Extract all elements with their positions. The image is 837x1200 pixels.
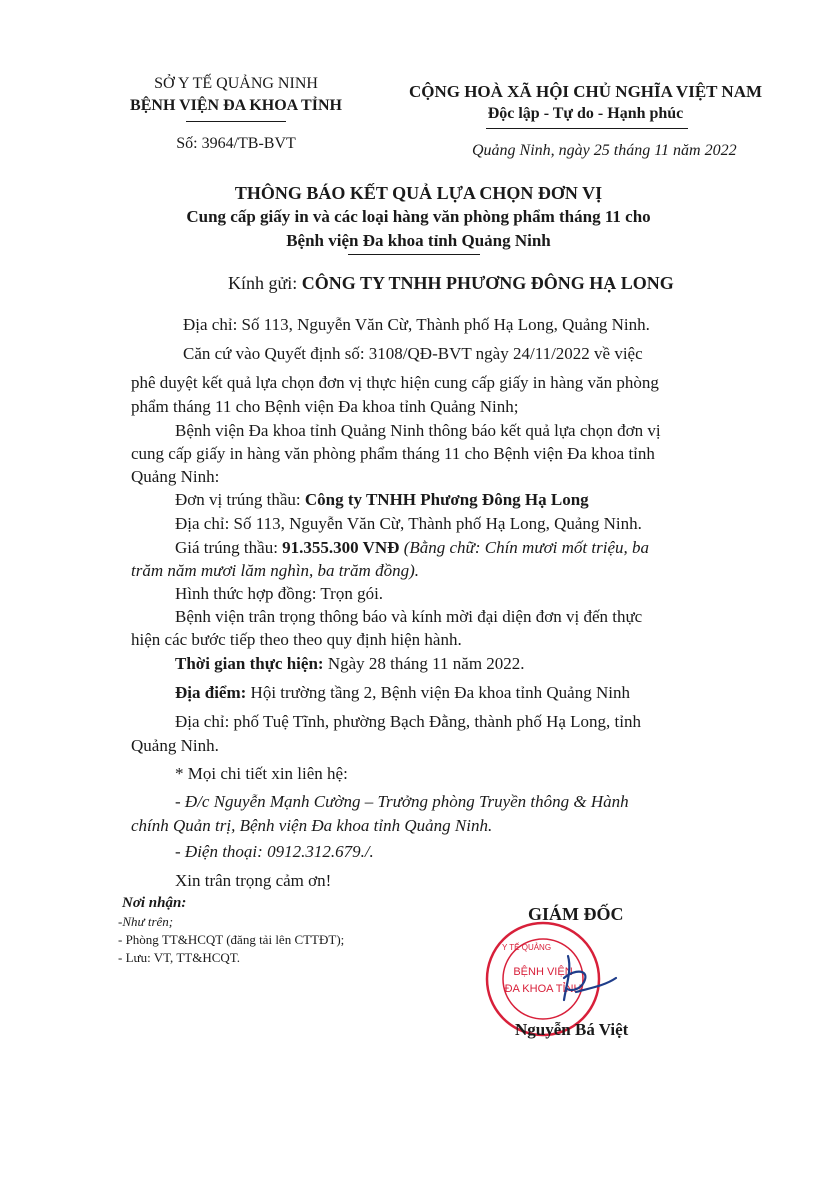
seal-line-2: ĐA KHOA TỈNH [504, 983, 582, 995]
contact-phone: - Điện thoại: 0912.312.679./. [175, 842, 374, 861]
seal-ring-text: Y TẾ QUẢNG [502, 943, 552, 952]
signature-stroke [564, 956, 616, 1000]
time-value: Ngày 28 tháng 11 năm 2022. [327, 654, 525, 673]
national-motto: Độc lập - Tự do - Hạnh phúc [487, 105, 684, 122]
winner-label: Đơn vị trúng thầu: [175, 490, 305, 509]
contact-intro: * Mọi chi tiết xin liên hệ: [175, 764, 348, 783]
price-line [175, 538, 649, 558]
recipient-line [228, 273, 674, 294]
recipient-name: CÔNG TY TNHH PHƯƠNG ĐÔNG HẠ LONG [301, 273, 674, 293]
price-words-1: (Bằng chữ: Chín mươi mốt triệu, ba [403, 538, 649, 557]
department-name: SỞ Y TẾ QUẢNG NINH [154, 75, 318, 92]
document-subtitle-2: Bệnh viện Đa khoa tỉnh Quảng Ninh [286, 231, 551, 250]
recipients-item-3: - Lưu: VT, TT&HCQT. [118, 950, 240, 965]
venue-line [175, 683, 630, 703]
document-number: Số: 3964/TB-BVT [176, 135, 296, 152]
recipients-title: Nơi nhận: [122, 895, 187, 911]
winner-line [175, 490, 589, 510]
venue-label: Địa điểm: [175, 683, 251, 702]
document-title: THÔNG BÁO KẾT QUẢ LỰA CHỌN ĐƠN VỊ [234, 183, 603, 203]
republic-title: CỘNG HOÀ XÃ HỘI CHỦ NGHĨA VIỆT NAM [408, 82, 763, 101]
org-underline [186, 121, 286, 122]
recipient-label: Kính gửi: [228, 273, 302, 293]
winner-name: Công ty TNHH Phương Đông Hạ Long [304, 490, 589, 509]
document-subtitle-1: Cung cấp giấy in và các loại hàng văn phòng phẩm tháng 11 cho [186, 207, 651, 226]
organization-name: BỆNH VIỆN ĐA KHOA TỈNH [130, 97, 342, 114]
venue-address-1: Địa chỉ: phố Tuệ Tĩnh, phường Bạch Đằng, thành phố Hạ Long, tỉnh [175, 712, 641, 731]
contact-line-1: - Đ/c Nguyễn Mạnh Cường – Trưởng phòng Truyền thông & Hành [175, 792, 629, 811]
notice-line-1: Bệnh viện Đa khoa tỉnh Quảng Ninh thông báo kết quả lựa chọn đơn vị [175, 421, 661, 440]
venue-address-2: Quảng Ninh. [131, 736, 219, 755]
recipients-item-1: -Như trên; [118, 914, 174, 929]
thanks-line: Xin trân trọng cảm ơn! [175, 871, 332, 890]
notice-line-2: cung cấp giấy in hàng văn phòng phẩm tháng 11 cho Bệnh viện Đa khoa tỉnh [131, 444, 655, 463]
recipients-item-2: - Phòng TT&HCQT (đăng tải lên CTTĐT); [118, 932, 345, 947]
notice-line-3: Quảng Ninh: [131, 467, 220, 486]
invite-line-2: hiện các bước tiếp theo theo quy định hiện hành. [131, 630, 462, 649]
place-date: Quảng Ninh, ngày 25 tháng 11 năm 2022 [472, 142, 737, 159]
motto-underline [486, 128, 688, 129]
company-address: Địa chỉ: Số 113, Nguyễn Văn Cừ, Thành phố Hạ Long, Quảng Ninh. [183, 315, 650, 334]
winner-address: Địa chỉ: Số 113, Nguyễn Văn Cừ, Thành phố Hạ Long, Quảng Ninh. [175, 514, 642, 533]
venue-value: Hội trường tầng 2, Bệnh viện Đa khoa tỉnh Quảng Ninh [250, 683, 630, 702]
invite-line-1: Bệnh viện trân trọng thông báo và kính mời đại diện đơn vị đến thực [175, 607, 643, 626]
price-label: Giá trúng thầu: [175, 538, 283, 557]
title-underline [348, 254, 480, 255]
basis-line-1: Căn cứ vào Quyết định số: 3108/QĐ-BVT ngày 24/11/2022 về việc [183, 344, 643, 363]
basis-line-2: phê duyệt kết quả lựa chọn đơn vị thực hiện cung cấp giấy in hàng văn phòng [131, 373, 659, 392]
signer-role: GIÁM ĐỐC [528, 904, 624, 924]
signer-name: Nguyễn Bá Việt [515, 1020, 629, 1039]
basis-line-3: phẩm tháng 11 cho Bệnh viện Đa khoa tỉnh Quảng Ninh; [131, 397, 519, 416]
time-label: Thời gian thực hiện: [175, 654, 328, 673]
seal-line-1: BỆNH VIỆN [513, 966, 573, 978]
handwritten-signature [546, 948, 626, 1008]
contact-line-2: chính Quản trị, Bệnh viện Đa khoa tỉnh Quảng Ninh. [131, 816, 493, 835]
price-words-2: trăm năm mươi lăm nghìn, ba trăm đồng). [131, 561, 419, 580]
contract-form: Hình thức hợp đồng: Trọn gói. [175, 584, 384, 603]
price-value: 91.355.300 VNĐ [282, 538, 400, 557]
time-line [175, 654, 525, 674]
